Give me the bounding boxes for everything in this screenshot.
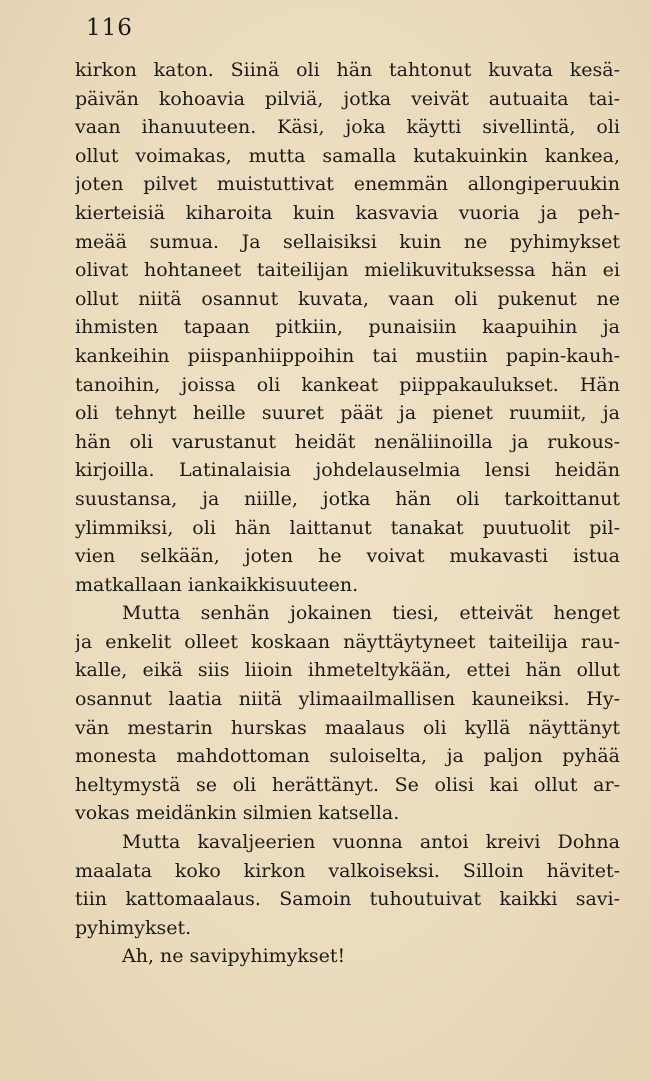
text-line: vaan ihanuuteen. Käsi, joka käytti sivellintä, oli bbox=[75, 116, 620, 139]
text-line: kirjoilla. Latinalaisia johdelauselmia lensi heidän bbox=[75, 459, 620, 482]
text-line: kankeihin piispanhiippoihin tai mustiin papin-kauh- bbox=[75, 344, 620, 367]
page-number: 116 bbox=[86, 15, 133, 41]
paragraph-4 bbox=[75, 942, 620, 971]
text-line: hän oli varustanut heidät nenäliinoilla ja rukous- bbox=[75, 430, 620, 453]
body-text bbox=[75, 56, 620, 971]
text-line: ihmisten tapaan pitkiin, punaisiin kaapuihin ja bbox=[75, 316, 620, 339]
text-line: ja enkelit olleet koskaan näyttäytyneet taiteilija rau- bbox=[75, 630, 620, 653]
text-line: joten pilvet muistuttivat enemmän allongiperuukin bbox=[75, 173, 620, 196]
text-line: ylimmiksi, oli hän laittanut tanakat puutuolit pil- bbox=[75, 516, 620, 539]
text-line: kierteisiä kiharoita kuin kasvavia vuoria ja peh- bbox=[75, 201, 620, 224]
text-line: suustansa, ja niille, jotka hän oli tarkoittanut bbox=[75, 487, 620, 510]
text-line: Mutta senhän jokainen tiesi, etteivät henget bbox=[122, 602, 620, 625]
paragraph-2 bbox=[75, 599, 620, 828]
text-line: matkallaan iankaikkisuuteen. bbox=[75, 573, 359, 596]
text-line: vän mestarin hurskas maalaus oli kyllä näyttänyt bbox=[75, 716, 620, 739]
text-line: päivän kohoavia pilviä, jotka veivät autuaita tai- bbox=[75, 87, 620, 110]
text-line: vokas meidänkin silmien katsella. bbox=[75, 802, 400, 825]
text-line: oli tehnyt heille suuret päät ja pienet ruumiit, ja bbox=[75, 402, 620, 425]
text-line: olivat hohtaneet taiteilijan mielikuvituksessa hän ei bbox=[75, 259, 620, 282]
paragraph-3 bbox=[75, 828, 620, 942]
text-line: ollut niitä osannut kuvata, vaan oli pukenut ne bbox=[75, 287, 620, 310]
text-line: ollut voimakas, mutta samalla kutakuinkin kankea, bbox=[75, 144, 620, 167]
text-line: meää sumua. Ja sellaisiksi kuin ne pyhimykset bbox=[75, 230, 620, 253]
text-line: monesta mahdottoman suloiselta, ja paljon pyhää bbox=[75, 745, 620, 768]
text-line: pyhimykset. bbox=[75, 916, 192, 939]
text-line: Ah, ne savipyhimykset! bbox=[122, 945, 346, 968]
text-line: osannut laatia niitä ylimaailmallisen kauneiksi. Hy- bbox=[75, 688, 620, 711]
paragraph-1 bbox=[75, 56, 620, 599]
text-line: kalle, eikä siis liioin ihmeteltykään, ettei hän ollut bbox=[75, 659, 620, 682]
text-line: tiin kattomaalaus. Samoin tuhoutuivat kaikki savi- bbox=[75, 888, 620, 911]
text-line: kirkon katon. Siinä oli hän tahtonut kuvata kesä- bbox=[75, 59, 620, 81]
text-line: tanoihin, joissa oli kankeat piippakaulukset. Hän bbox=[75, 373, 620, 396]
text-line: Mutta kavaljeerien vuonna antoi kreivi Dohna bbox=[122, 831, 620, 854]
text-line: vien selkään, joten he voivat mukavasti istua bbox=[75, 545, 620, 568]
text-line: heltymystä se oli herättänyt. Se olisi kai ollut ar- bbox=[75, 773, 620, 796]
text-line: maalata koko kirkon valkoiseksi. Silloin hävitet- bbox=[75, 859, 620, 882]
